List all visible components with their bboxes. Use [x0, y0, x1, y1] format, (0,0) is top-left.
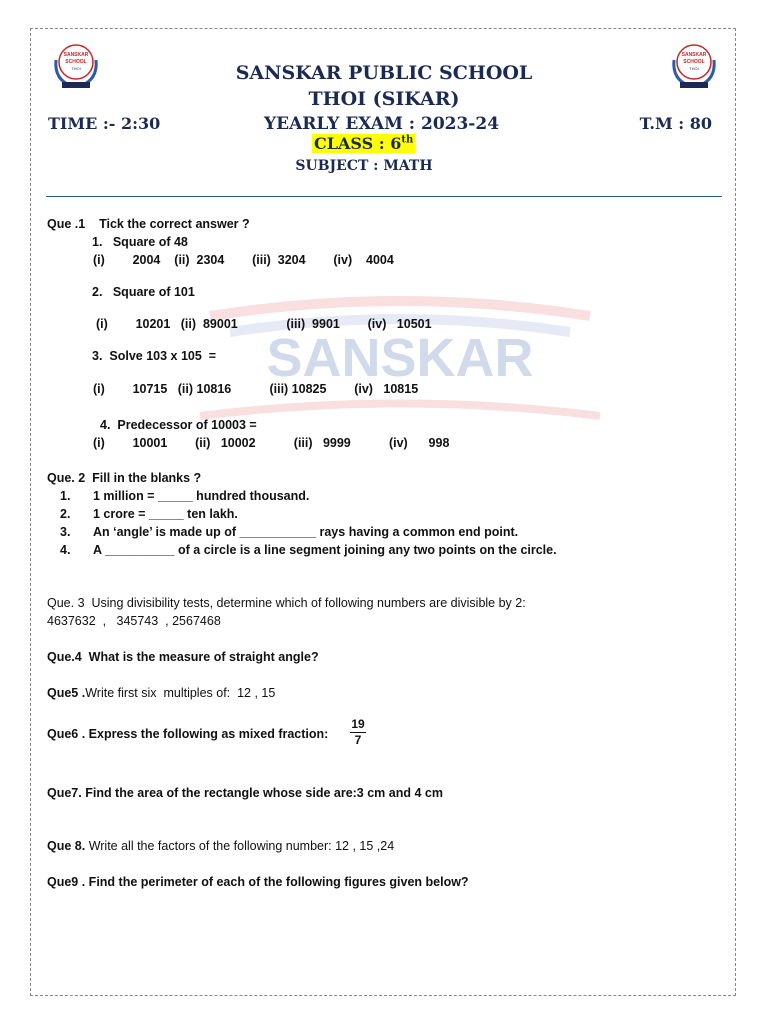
q5-text: Que5 .Write first six multiples of: 12 , 15: [47, 686, 276, 700]
q2-item-1-num: 1.: [60, 489, 71, 503]
q1-item4-options: (i) 10001 (ii) 10002 (iii) 9999 (iv) 998: [93, 436, 450, 450]
q1-item4-title: 4. Predecessor of 10003 =: [100, 418, 257, 432]
svg-text:THOI: THOI: [689, 66, 699, 71]
q1-item1-title: 1. Square of 48: [92, 235, 188, 249]
q3-numbers: 4637632 , 345743 , 2567468: [47, 614, 221, 628]
q1-title: Que .1 Tick the correct answer ?: [47, 217, 250, 231]
exam-title: YEARLY EXAM : 2023-24: [264, 114, 500, 134]
q2-item-4-text: A __________ of a circle is a line segment joining any two points on the circle.: [93, 543, 557, 557]
q6-fraction: [350, 717, 366, 748]
school-place: THOI (SIKAR): [308, 88, 460, 110]
q2-item-1-text: 1 million = _____ hundred thousand.: [93, 489, 310, 503]
q2-item-2-num: 2.: [60, 507, 71, 521]
subject-label: SUBJECT : MATH: [295, 158, 433, 174]
q1-item2-title: 2. Square of 101: [92, 285, 195, 299]
q4-text: Que.4 What is the measure of straight angle?: [47, 650, 319, 664]
exam-time: TIME :- 2:30: [48, 114, 161, 133]
q8-text: Que 8. Write all the factors of the following number: 12 , 15 ,24: [47, 839, 395, 853]
class-label: CLASS : 6th: [314, 134, 414, 153]
svg-text:SCHOOL: SCHOOL: [683, 59, 705, 65]
school-name: SANSKAR PUBLIC SCHOOL: [235, 62, 533, 84]
q9-text: Que9 . Find the perimeter of each of the following figures given below?: [47, 875, 469, 889]
q1-item1-options: (i) 2004 (ii) 2304 (iii) 3204 (iv) 4004: [93, 253, 394, 267]
q2-item-2-text: 1 crore = _____ ten lakh.: [93, 507, 238, 521]
q6-text: Que6 . Express the following as mixed fraction:: [47, 727, 332, 741]
svg-text:SANSKAR: SANSKAR: [681, 52, 707, 58]
q1-item2-options: (i) 10201 (ii) 89001 (iii) 9901 (iv) 10501: [96, 317, 432, 331]
svg-text:SANSKAR: SANSKAR: [63, 52, 89, 58]
q6-numerator: 19: [351, 717, 365, 731]
q2-title: Que. 2 Fill in the blanks ?: [47, 471, 202, 485]
svg-text:THOI: THOI: [71, 66, 81, 71]
total-marks: T.M : 80: [639, 114, 712, 133]
q7-text: Que7. Find the area of the rectangle whose side are:3 cm and 4 cm: [47, 786, 443, 800]
q1-item3-options: (i) 10715 (ii) 10816 (iii) 10825 (iv) 10815: [93, 382, 419, 396]
exam-meta-row: [48, 114, 712, 136]
q6-denominator: 7: [354, 733, 362, 747]
svg-text:SANSKAR: SANSKAR: [266, 328, 534, 388]
q2-item-4-num: 4.: [60, 543, 71, 557]
svg-text:SCHOOL: SCHOOL: [65, 59, 87, 65]
header-divider: [46, 196, 722, 197]
q3-text: Que. 3 Using divisibility tests, determine which of following numbers are divisible by 2:: [47, 596, 526, 610]
q2-item-3-num: 3.: [60, 525, 71, 539]
q2-item-3-text: An ‘angle’ is made up of ___________ rays having a common end point.: [93, 525, 519, 539]
q1-item3-title: 3. Solve 103 x 105 =: [92, 349, 217, 363]
